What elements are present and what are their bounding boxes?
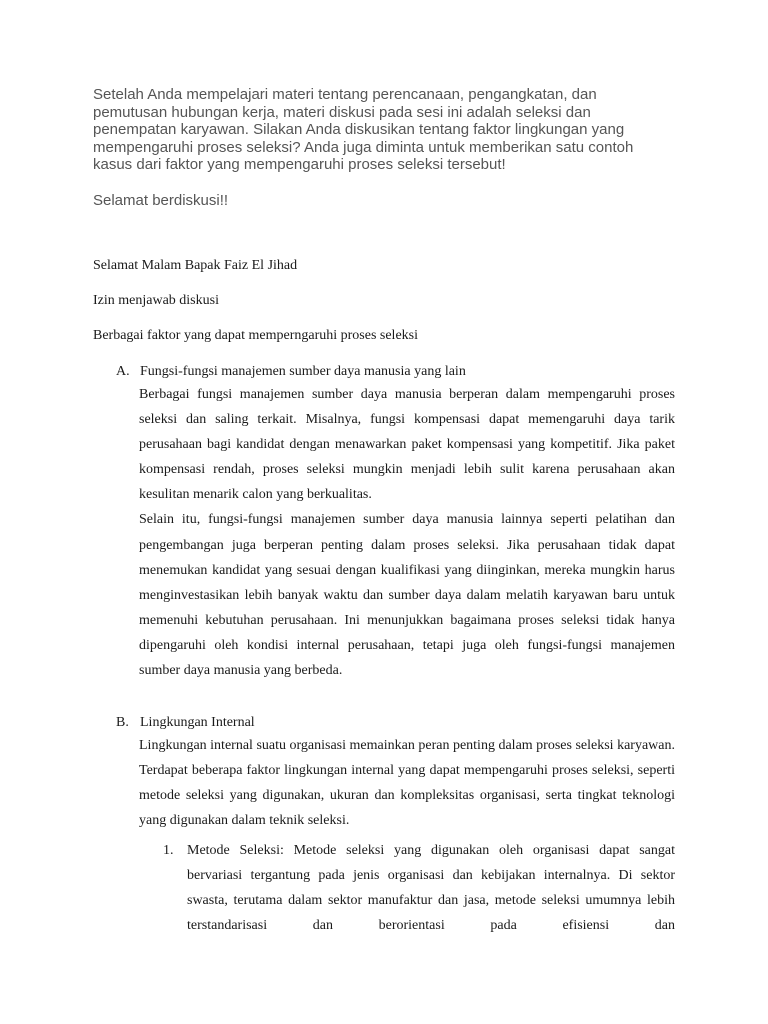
discussion-answer xyxy=(93,256,675,938)
intro-line: Berbagai faktor yang dapat memperngaruhi proses seleksi xyxy=(93,328,419,343)
section-body xyxy=(93,733,675,833)
list-item xyxy=(93,838,675,938)
section-heading xyxy=(93,362,675,382)
list-item-text: Metode Seleksi: Metode seleksi yang digunakan oleh organisasi dapat sangat bervariasi tergantung pada jenis organisasi dan kebijakan internalnya. Di sektor swasta, terutama dalam sektor manufaktur dan jasa, metode seleksi umumnya lebih terstandarisasi dan berorientasi pada efisiensi dan xyxy=(187,842,675,933)
section-a xyxy=(93,362,675,683)
greeting: Selamat Malam Bapak Faiz El Jihad xyxy=(93,258,298,273)
section-marker: A. xyxy=(116,364,130,379)
list-item-number: 1. xyxy=(163,842,174,858)
discussion-prompt xyxy=(93,86,673,210)
section-paragraph: Lingkungan internal suatu organisasi memainkan peran penting dalam proses seleksi karyawan. Terdapat beberapa faktor lingkungan internal yang dapat mempengaruhi proses seleksi, seperti metode seleksi yang digunakan, ukuran dan kompleksitas organisasi, serta tingkat teknologi yang digunakan dalam teknik seleksi. xyxy=(139,738,675,829)
section-heading xyxy=(93,713,675,733)
prompt-paragraph: Setelah Anda mempelajari materi tentang perencanaan, pengangkatan, dan pemutusan hubungan kerja, materi diskusi pada sesi ini adalah seleksi dan penempatan karyawan. Silakan Anda diskusikan tentang faktor lingkungan yang mempengaruhi proses seleksi? Anda juga diminta untuk memberikan satu contoh kasus dari faktor yang mempengaruhi proses seleksi tersebut! xyxy=(93,86,634,174)
section-body xyxy=(93,382,675,683)
section-paragraph: Selain itu, fungsi-fungsi manajemen sumber daya manusia lainnya seperti pelatihan dan pengembangan juga berperan penting dalam proses seleksi. Jika perusahaan tidak dapat menemukan kandidat yang sesuai dengan kualifikasi yang diinginkan, mereka mungkin harus menginvestasikan lebih banyak waktu dan sumber daya dalam melatih karyawan baru untuk memenuhi kebutuhan perusahaan. Ini menunjukkan bagaimana proses seleksi tidak hanya dipengaruhi oleh kondisi internal perusahaan, tetapi juga oleh fungsi-fungsi manajemen sumber daya manusia yang berbeda. xyxy=(139,512,675,679)
permission-line: Izin menjawab diskusi xyxy=(93,293,219,308)
numbered-list xyxy=(93,838,675,938)
section-marker: B. xyxy=(116,715,129,731)
section-heading-text: Lingkungan Internal xyxy=(140,715,255,731)
prompt-closing: Selamat berdiskusi!! xyxy=(93,191,229,209)
section-b xyxy=(93,713,675,938)
section-heading-text: Fungsi-fungsi manajemen sumber daya manusia yang lain xyxy=(140,364,466,379)
section-paragraph: Berbagai fungsi manajemen sumber daya manusia berperan dalam mempengaruhi proses seleksi dan saling terkait. Misalnya, fungsi kompensasi dapat memengaruhi daya tarik perusahaan bagi kandidat dengan menawarkan paket kompensasi yang kompetitif. Jika paket kompensasi rendah, proses seleksi mungkin menjadi lebih sulit karena perusahaan akan kesulitan menarik calon yang berkualitas. xyxy=(139,387,675,503)
